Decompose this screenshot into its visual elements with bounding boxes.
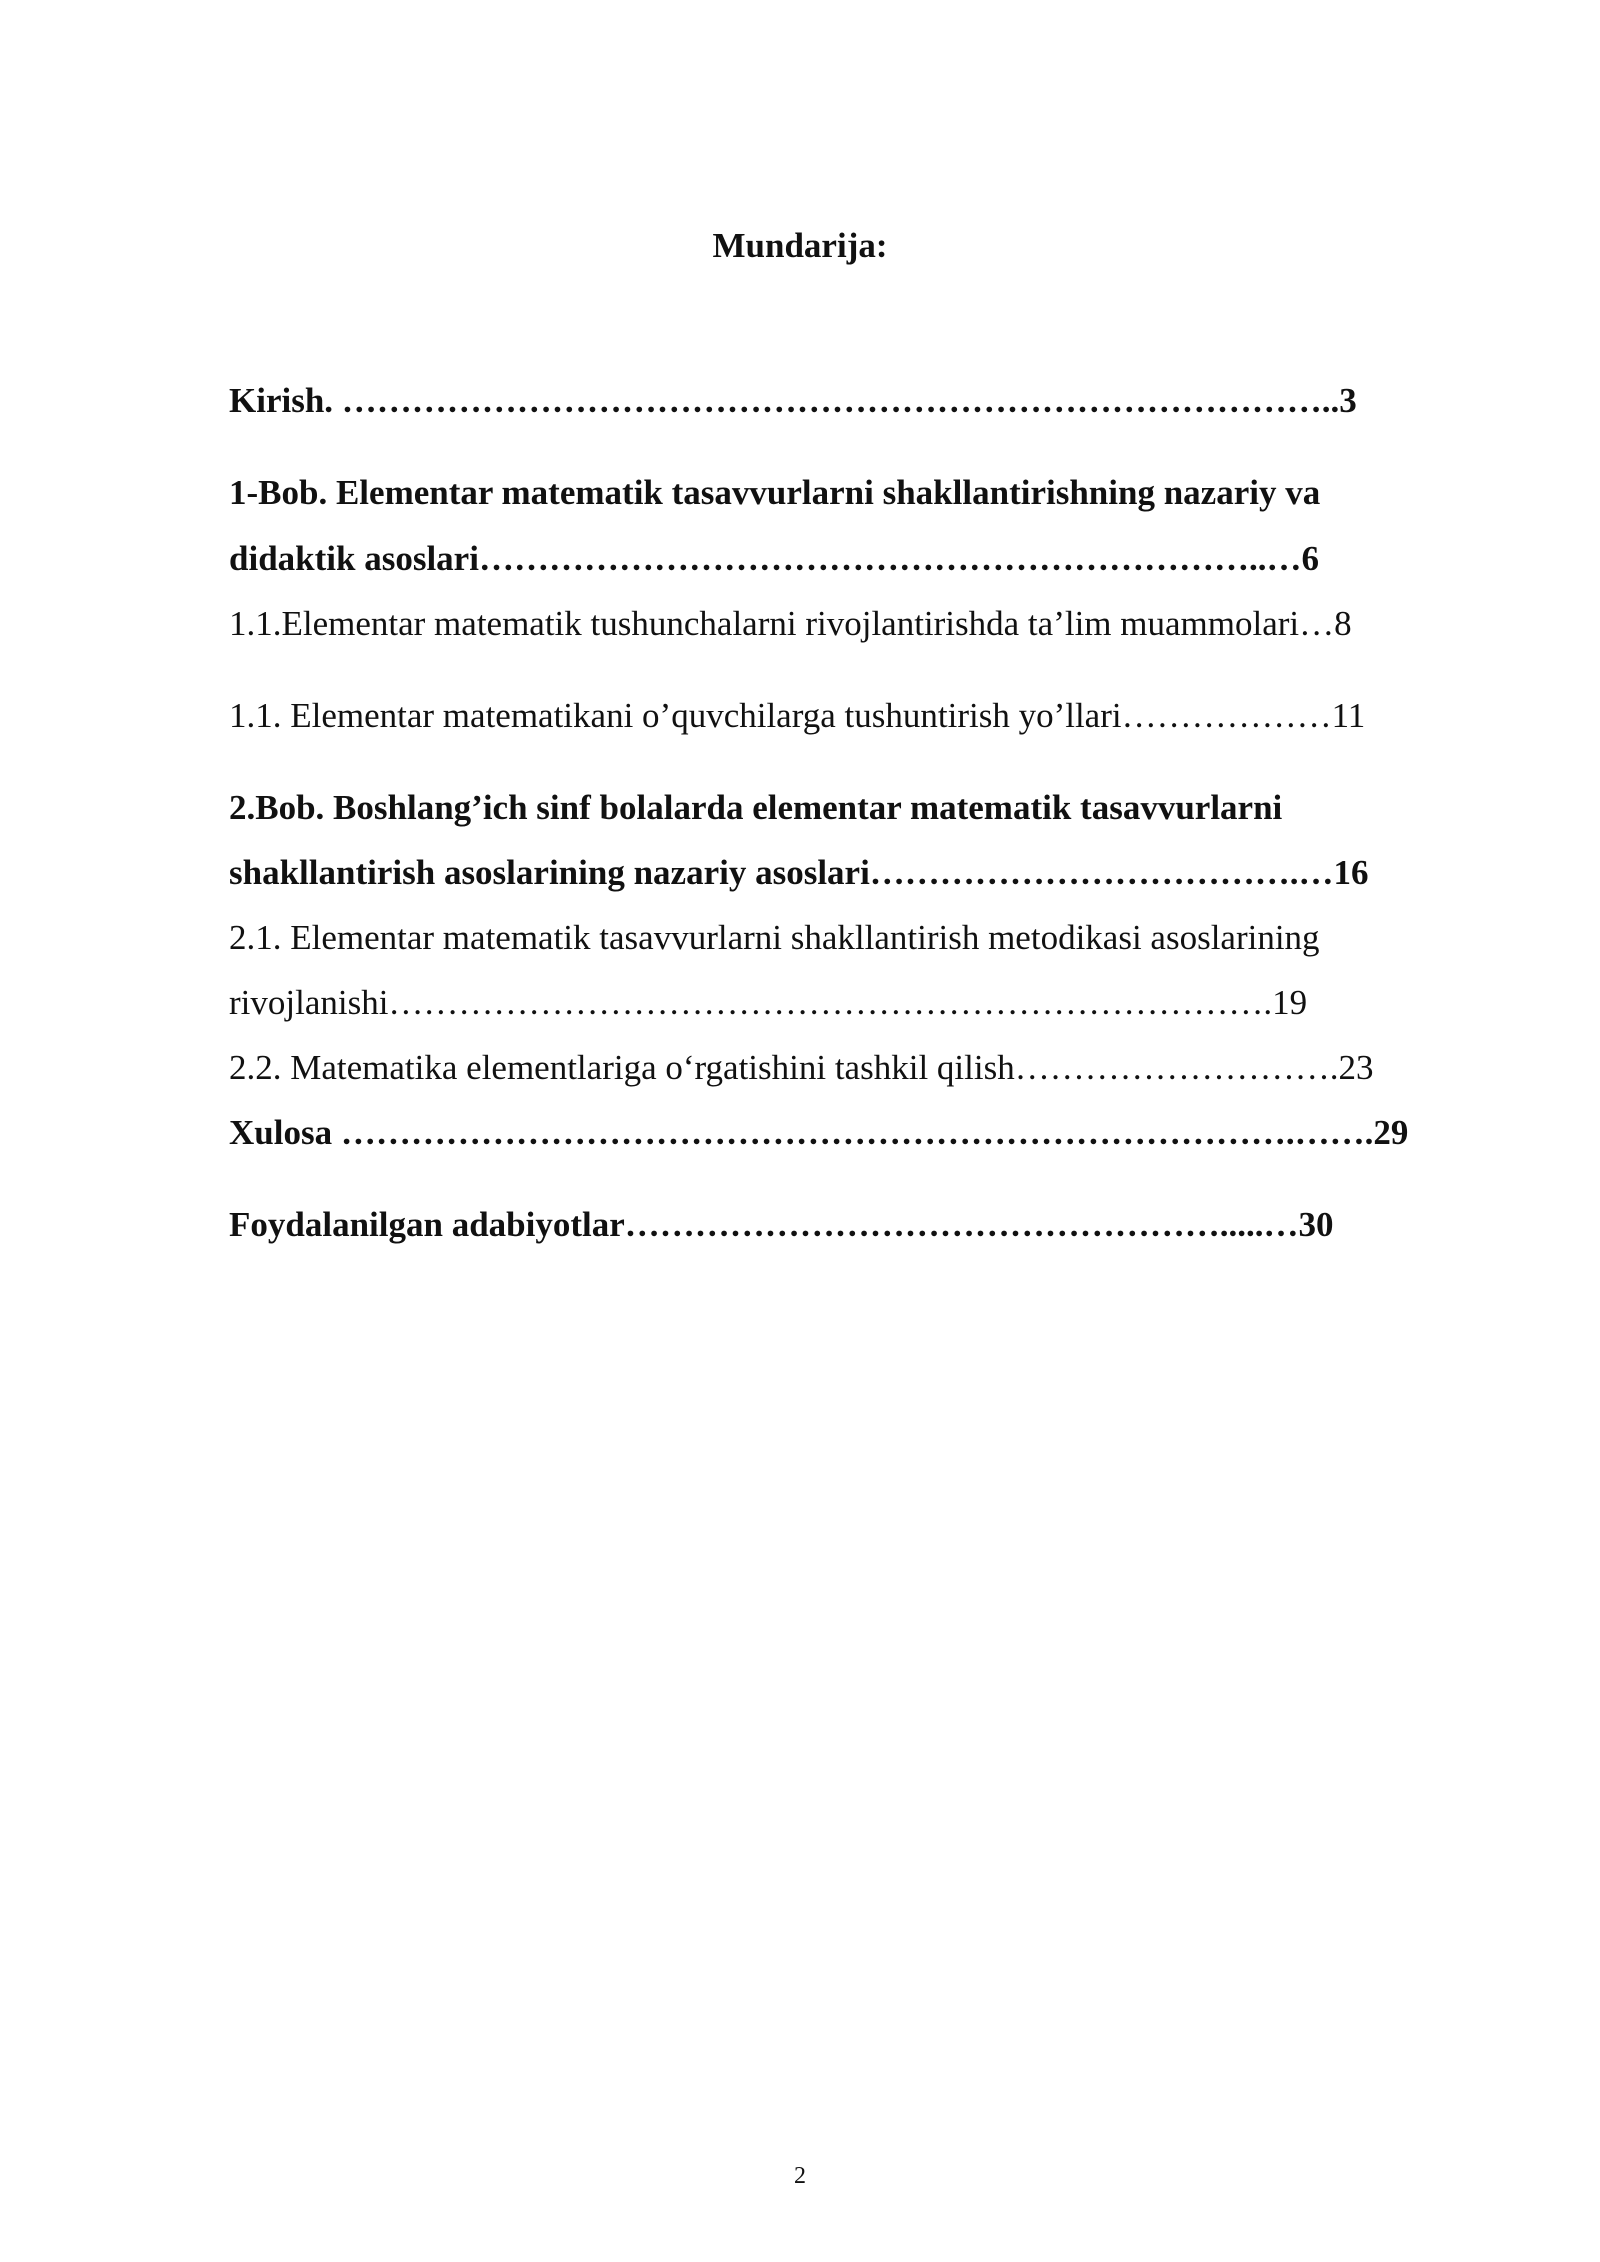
- toc-entry-kirish: Kirish. …………………………………………………………………………..3: [229, 381, 1357, 420]
- toc-entry-section-2-1-line-1: 2.1. Elementar matematik tasavvurlarni shakllantirish metodikasi asoslarining: [229, 918, 1320, 957]
- toc-entry-chapter-1-line-2: didaktik asoslari…………………………………………………………..…6: [229, 539, 1319, 578]
- toc-entry-section-1-1-b: 1.1. Elementar matematikani o’quvchilarga tushuntirish yo’llari………………11: [229, 696, 1366, 735]
- toc-title: Mundarija:: [712, 226, 888, 265]
- toc-entry-section-2-2: 2.2. Matematika elementlariga o‘rgatishini tashkil qilish……………………….23: [229, 1048, 1374, 1087]
- toc-entry-xulosa: Xulosa ……………………………………………………………………….…….29: [229, 1113, 1409, 1152]
- toc-entry-section-1-1-a: 1.1.Elementar matematik tushunchalarni rivojlantirishda ta’lim muammolari…8: [229, 604, 1352, 643]
- page-number: 2: [794, 2163, 806, 2189]
- toc-entry-chapter-2-line-1: 2.Bob. Boshlang’ich sinf bolalarda elementar matematik tasavvurlarni: [229, 788, 1283, 827]
- toc-entry-section-2-1-line-2: rivojlanishi………………………………………………………………….19: [229, 983, 1308, 1022]
- toc-entry-chapter-2-line-2: shakllantirish asoslarining nazariy asoslari……………………………….…16: [229, 853, 1369, 892]
- toc-entry-chapter-1-line-1: 1-Bob. Elementar matematik tasavvurlarni shakllantirishning nazariy va: [229, 473, 1321, 512]
- toc-entry-references: Foydalanilgan adabiyotlar…………………………………………….....…30: [229, 1205, 1334, 1244]
